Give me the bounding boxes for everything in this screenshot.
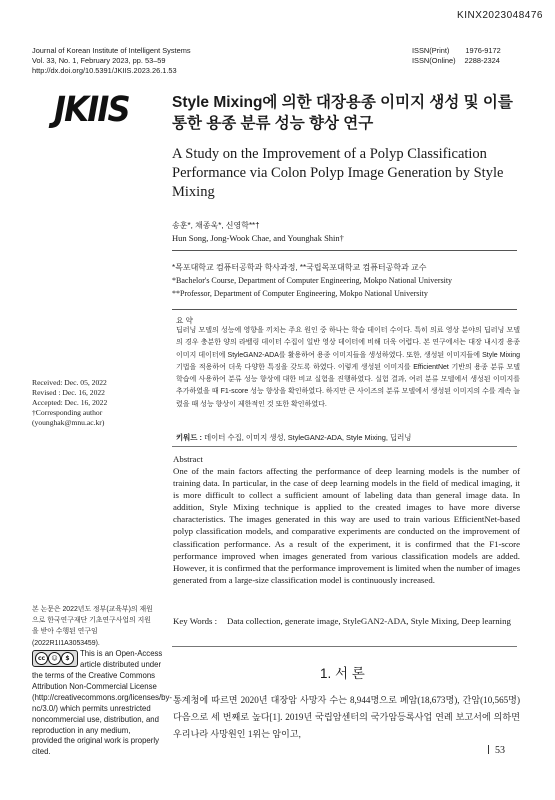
license-line-2: article distributed under <box>80 659 162 669</box>
issn-online: 2288-2324 <box>464 56 500 65</box>
cc-by-nc-badge[interactable] <box>32 650 78 667</box>
license-line-1: This is an Open-Access <box>80 649 163 658</box>
paper-title-korean: Style Mixing에 의한 대장용종 이미지 생성 및 이를 통한 용종 분류 성능 향상 연구 <box>172 94 513 132</box>
divider <box>172 646 517 647</box>
issn-print: 1976-9172 <box>465 46 501 55</box>
keywords-english-label: Key Words : <box>173 616 218 626</box>
issn-block <box>412 46 501 66</box>
authors-korean: 송훈*, 채종욱*, 신영학**† <box>172 221 260 230</box>
keywords-korean-text: 데이터 수집, 이미지 생성, StyleGAN2-ADA, Style Mixing, 딥러닝 <box>204 433 412 442</box>
divider <box>172 446 517 447</box>
journal-volume: Vol. 33, No. 1, February 2023, pp. 53–59 <box>32 56 166 65</box>
affiliation-bachelor: *Bachelor's Course, Department of Computer Engineering, Mokpo National University <box>172 276 453 285</box>
by-icon: ☺ <box>48 652 61 665</box>
section-body: 통계청에 따르면 2020년 대장암 사망자 수는 8,944명으로 폐암(18,673명), 간암(10,565명) 다음으로 세 번째로 높다[1]. 2019년 국립암센터의 국가암등록사업 연례 보고서에 의하면 우리나라 사망원인 1위는 암이고, <box>173 695 520 739</box>
section-heading: 1. 서 론 <box>320 666 365 681</box>
nc-icon: $ <box>61 652 74 665</box>
abstract-english-heading: Abstract <box>173 454 203 464</box>
cc-icon: cc <box>35 652 48 665</box>
authors-english: Hun Song, Jong-Wook Chae, and Younghak Shin† <box>172 233 344 243</box>
license-intro <box>80 649 162 671</box>
page-number-value: 53 <box>495 745 505 756</box>
corresponding-author: †Corresponding author <box>32 408 103 417</box>
keywords-english-text: Data collection, generate image, StyleGAN2-ADA, Style Mixing, Deep learning <box>227 616 511 626</box>
corresponding-email[interactable]: (younghak@mnu.ac.kr) <box>32 418 105 427</box>
issn-online-label: ISSN(Online) <box>412 56 456 65</box>
divider <box>172 309 517 310</box>
divider <box>172 250 517 251</box>
keywords-korean-label: 키워드 : <box>176 433 202 442</box>
revised-date: Revised : Dec. 16, 2022 <box>32 388 105 397</box>
issn-print-label: ISSN(Print) <box>412 46 450 55</box>
affiliation-professor: **Professor, Department of Computer Engineering, Mokpo National University <box>172 289 428 298</box>
funding-note: 본 논문은 2022년도 정부(교육부)의 재원으로 한국연구재단 기초연구사업의 지원을 받아 수행된 연구임(2022R1I1A3053459). <box>32 606 153 647</box>
keywords-korean <box>176 432 520 443</box>
abstract-english-body: One of the main factors affecting the performance of deep learning models is the number of training data. In particular, in the case of deep learning models in the field of medical imaging, it is more difficult to collect a sufficient amount of labeling data than general image data. In addition, Style Mixing technique is applied to the created images to have more diverse characteristics. The images generated in this way are used to train various EfficientNet-based polyp classification models, and comparative experiments are conducted on the improvement of classification performance. As a result of the experiment, it is confirmed that the F1-score performance improved when images generated from various classification models are added. However, it is confirmed that the performance improvement is limited when the number of images generated from a large-size classification model is continuously increased. <box>173 466 520 585</box>
accepted-date: Accepted: Dec. 16, 2022 <box>32 398 108 407</box>
received-dates <box>32 378 107 428</box>
page-number-bar <box>488 745 489 754</box>
license-text: the terms of the Creative Commons Attribution Non-Commercial License (http://creativecommons.org/licenses/by-nc/3.0/) which permits unrestricted noncommercial use, distribution, and reproduction in any medium, provided the original work is properly cited. <box>32 671 172 757</box>
journal-doi[interactable]: http://dx.doi.org/10.5391/JKIIS.2023.26.1.53 <box>32 66 177 75</box>
journal-name: Journal of Korean Institute of Intelligent Systems <box>32 46 191 55</box>
affiliation-korean: *목포대학교 컴퓨터공학과 학사과정, **국립목포대학교 컴퓨터공학과 교수 <box>172 263 427 272</box>
paper-title-english: A Study on the Improvement of a Polyp Classification Performance via Colon Polyp Image Generation by Style Mixing <box>172 146 504 200</box>
abstract-korean-heading: 요 약 <box>176 316 193 325</box>
journal-info <box>32 46 191 76</box>
journal-logo: JKIIS <box>54 90 129 130</box>
page-number <box>488 745 505 756</box>
received-date: Received: Dec. 05, 2022 <box>32 378 107 387</box>
document-id: KINX2023048476 <box>457 10 543 21</box>
abstract-korean-body: 딥러닝 모델의 성능에 영향을 끼치는 주요 원인 중 하나는 학습 데이터 수이다. 특히 의료 영상 분야의 딥러닝 모델의 경우 충분한 양의 라벨링 데이터 수집이 일반 영상 데이터에 비해 더욱 어렵다. 본 연구에서는 대장 내시경 용종 이미지 데이터에 StyleGAN2-ADA를 활용하여 용종 이미지들을 생성하였다. 또한, 생성된 이미지들에 Style Mixing 기법을 적용하여 더욱 다양한 특징을 갖도록 하였다. 이렇게 생성된 이미지를 EfficientNet 기반의 용종 분류 모델 학습에 사용하여 분류 성능 향상에 대한 비교 실험을 진행하였다. 실험 결과, 여러 분류 모델에서 생성된 이미지를 추가하였을 때 F1-score 성능 향상을 확인하였다. 하지만 큰 사이즈의 분류 모델에서 생성된 이미지의 수를 계속 늘렸을 때 성능 향상이 제한적인 것 또한 확인하였다. <box>176 327 520 408</box>
keywords-english <box>173 615 520 627</box>
